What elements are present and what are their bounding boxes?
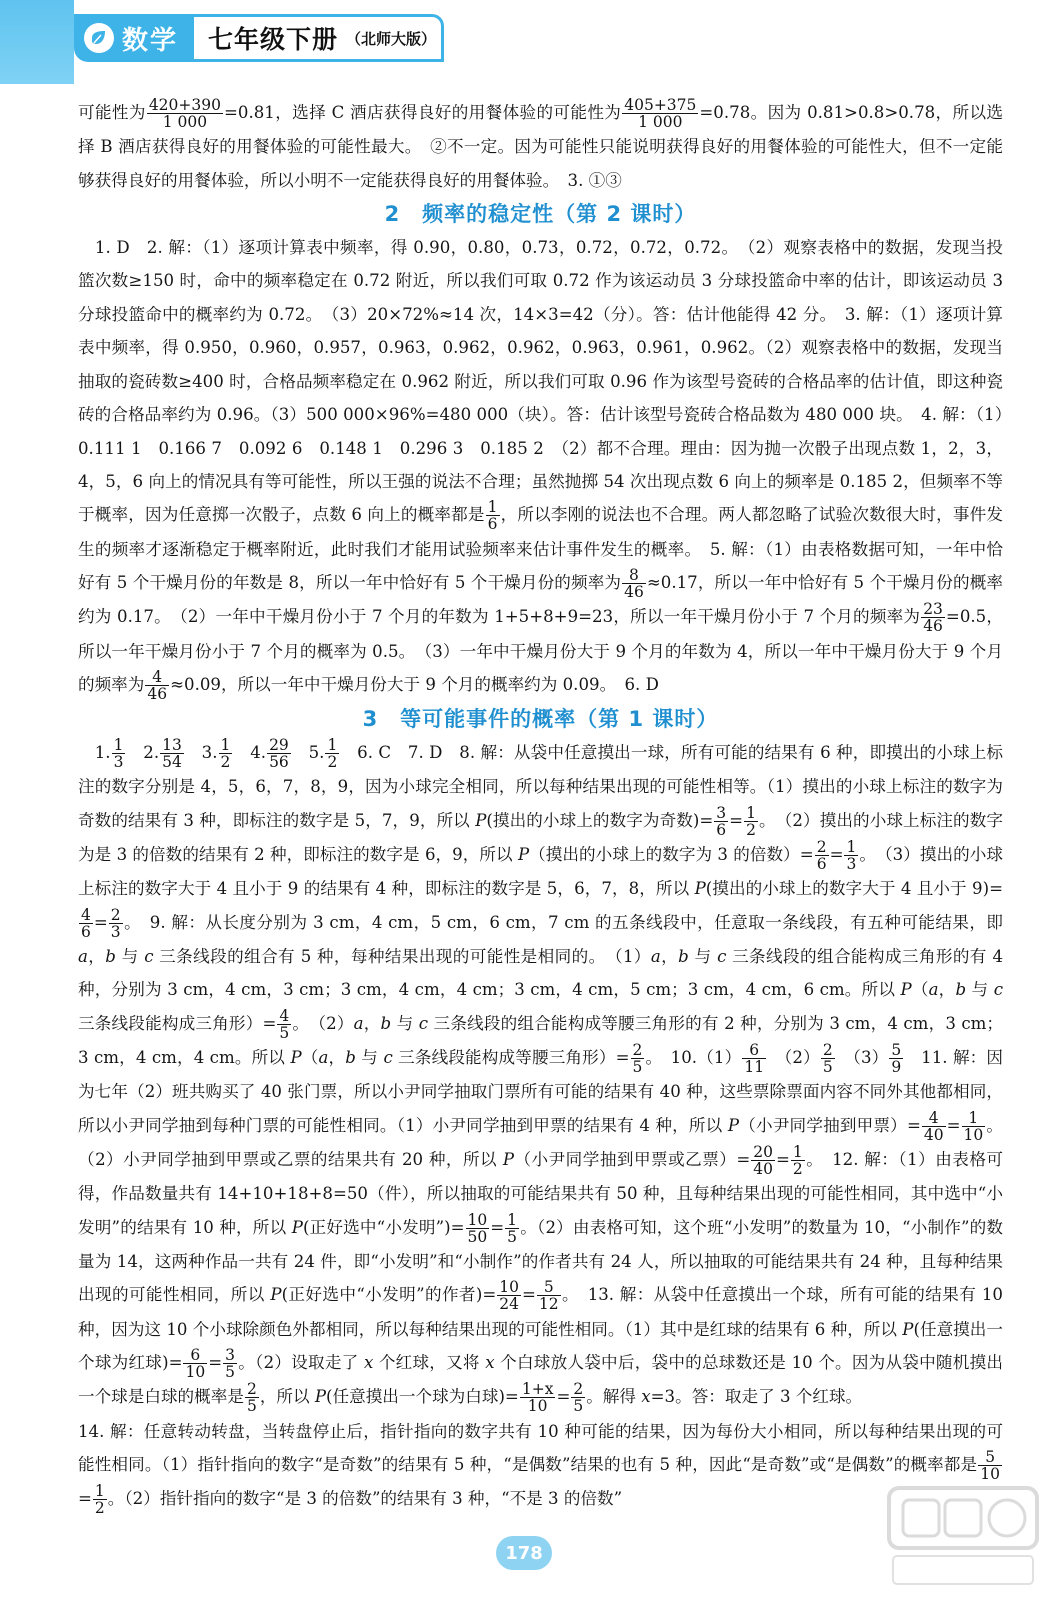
leaf-icon: [84, 23, 114, 53]
fraction: $\frac{10}{24}$: [499, 1278, 520, 1314]
fraction: $\frac{1+x}{10}$: [521, 1380, 554, 1416]
fraction: $\frac{29}{56}$: [269, 735, 289, 772]
fraction: $\frac{3}{5}$: [225, 1345, 235, 1382]
fraction: $\frac{2}{5}$: [822, 1040, 833, 1077]
fraction: $\frac{2}{3}$: [110, 905, 121, 941]
fraction: $\frac{5}{12}$: [538, 1278, 559, 1314]
subject-tab: [74, 14, 194, 62]
fraction: $\frac{4}{5}$: [279, 1006, 290, 1042]
paragraph-intro: 可能性为 $\frac{420+390}{1 000}$ =0.81，选择 C 酒店获得良好的用餐体验的可能性为 $\frac{405+375}{1 000}$ =0.78。因为 0.81>0.8>0.78，所以选择 B 酒店获得良好的用餐体验的可能性最大。 ②不一定。因为可能性只能说明获得良好的用餐体验的可能性大，但不一定能够获得良好的用餐体验，所以小明不一定能获得良好的用餐体验。 3. ①③: [78, 95, 1003, 190]
paragraph-frequency: 1. D 2. 解：（1）逐项计算表中频率，得 0.90，0.80，0.73，0.72，0.72，0.72。 （2）观察表格中的数据，发现当投篮次数≥150 时，命中的频率稳定在 0.72 附近，所以我们可取 0.72 作为该运动员 3 分球投篮命中率的估计，即该运动员 3 分球投篮命中的概率约为 0.72。 （3）20×72%≈14 次，14×3=42（分）。答：估计他能得 42 分。 3. 解：（1）逐项计算表中频率，得 0.950，0.960，0.957，0.963，0.962，0.962，0.963，0.961，0.962。（2）观察表格中的数据，发现当抽取的瓷砖数≥400 时，合格品频率稳定在 0.962 附近，所以我们可取 0.96 作为该型号瓷砖的合格品率的估计值，即这种瓷砖的合格品率约为 0.96。（3）500 000×96%=480 000（块）。答：估计该型号瓷砖合格品数为 480 000 块。 4. 解：（1）0.111 1 0.166 7 0.092 6 0.148 1 0.296 3 0.185 2 （2）都不合理。理由：因为抛一次骰子出现点数 1，2，3，4，5，6 向上的情况具有等可能性，所以王强的说法不合理；虽然抛掷 54 次出现点数 6 向上的频率是 0.185 2，但频率不等于概率，因为任意掷一次骰子，点数 6 向上的概率都是 $\frac{1}{6}$ ，所以李刚的说法也不合理。两人都忽略了试验次数很大时，事件发生的频率才逐渐稳定于概率附近，此时我们才能用试验频率来估计事件发生的概率。 5. 解：（1）由表格数据可知，一年中恰好有 5 个干燥月份的年数是 8，所以一年中恰好有 5 个干燥月份的频率为 $\frac{8}{46}$ ≈0.17，所以一年中恰好有 5 个干燥月份的概率约为 0.17。 （2）一年中干燥月份小于 7 个月的年数为 1+5+8+9=23，所以一年干燥月份小于 7 个月的频率为 $\frac{23}{46}$ =0.5，所以一年干燥月份小于 7 个月的概率为 0.5。 （3）一年中干燥月份大于 9 个月的年数为 4，所以一年中干燥月份大于 9 个月的频率为 $\frac{4}{46}$ ≈0.09，所以一年中干燥月份大于 9 个月的概率约为 0.09。 6. D: [78, 238, 1004, 703]
fraction: $\frac{4}{46}$: [147, 667, 168, 703]
section-title-frequency: 2 频率的稳定性（第 2 课时）: [384, 202, 697, 227]
book-header: [74, 14, 444, 62]
header-side-bar: [0, 0, 74, 84]
edition-label: （北师大版）: [346, 29, 437, 48]
fraction: $\frac{1}{2}$: [220, 735, 231, 772]
subject-label: 数学: [122, 25, 179, 56]
watermark-logo: [883, 1480, 1043, 1590]
fraction: $\frac{1}{2}$: [792, 1142, 803, 1179]
fraction: $\frac{5}{10}$: [980, 1447, 1000, 1484]
fraction: $\frac{2}{5}$: [246, 1380, 257, 1416]
fraction: $\frac{2}{5}$: [573, 1380, 584, 1416]
page-number: 178: [496, 1536, 552, 1570]
fraction: $\frac{4}{6}$: [81, 905, 91, 941]
answer-content: [78, 96, 1003, 1517]
fraction: $\frac{1}{2}$: [746, 803, 756, 839]
grade-label: 七年级下册: [208, 25, 339, 54]
fraction: $\frac{13}{54}$: [162, 735, 182, 772]
fraction: $\frac{4}{40}$: [923, 1108, 944, 1144]
fraction: $\frac{20}{40}$: [753, 1142, 773, 1179]
paragraph-probability: 1. $\frac{1}{3}$ 2. $\frac{13}{54}$ 3. $\frac{1}{2}$ 4. $\frac{29}{56}$ 5. $\frac{1}{2}$ 6. C 7. D 8. 解：从袋中任意摸出一球，所有可能的结果有 6 种，即摸出的小球上标注的数字分别是 4，5，6，7，8，9，因为小球完全相同，所以每种结果出现的可能性相等。（1）摸出的小球上标注的数字为奇数的结果有 3 种，即标注的数字是 5，7，9，所以 P(摸出的小球上的数字为奇数)= $\frac{3}{6}$ = $\frac{1}{2}$ 。 （2）摸出的小球上标注的数字为是 3 的倍数的结果有 2 种，即标注的数字是 6，9，所以 P（摸出的小球上的数字为 3 的倍数）= $\frac{2}{6}$ = $\frac{1}{3}$ 。 （3）摸出的小球上标注的数字大于 4 且小于 9 的结果有 4 种，即标注的数字是 5，6，7，8，所以 P(摸出的小球上的数字大于 4 且小于 9)= $\frac{4}{6}$ = $\frac{2}{3}$ 。 9. 解：从长度分别为 3 cm，4 cm，5 cm，6 cm，7 cm 的五条线段中，任意取一条线段，有五种可能结果，即 a，b 与 c 三条线段的组合有 5 种，每种结果出现的可能性是相同的。 （1）a，b 与 c 三条线段的组合能构成三角形的有 4 种，分别为 3 cm，4 cm，3 cm；3 cm，4 cm，4 cm；3 cm，4 cm，5 cm；3 cm，4 cm，6 cm。所以 P（a，b 与 c 三条线段能构成三角形）= $\frac{4}{5}$ 。 （2）a，b 与 c 三条线段的组合能构成等腰三角形的有 2 种，分别为 3 cm，4 cm，3 cm；3 cm，4 cm，4 cm。所以 P（a，b 与 c 三条线段能构成等腰三角形）= $\frac{2}{5}$ 。 10.（1） $\frac{6}{11}$ （2） $\frac{2}{5}$ （3） $\frac{5}{9}$ 11. 解：因为七年（2）班共购买了 40 张门票，所以小尹同学抽取门票所有可能的结果有 40 种，这些票除票面内容不同外其他都相同，所以小尹同学抽到每种门票的可能性相同。（1）小尹同学抽到甲票的结果有 4 种，所以 P（小尹同学抽到甲票）= $\frac{4}{40}$ = $\frac{1}{10}$ 。（2）小尹同学抽到甲票或乙票的结果共有 20 种，所以 P（小尹同学抽到甲票或乙票）= $\frac{20}{40}$ = $\frac{1}{2}$ 。 12. 解：（1）由表格可得，作品数量共有 14+10+18+8=50（件），所以抽取的可能结果共有 50 种，且每种结果出现的可能性相同，其中选中“小发明”的结果有 10 种，所以 P(正好选中“小发明”)= $\frac{10}{50}$ = $\frac{1}{5}$ 。（2）由表格可知，这个班“小发明”的数量为 10，“小制作”的数量为 14，这两种作品一共有 24 件，即“小发明”和“小制作”的作者共有 24 人，所以抽取的可能结果共有 24 种，且每种结果出现的可能性相同，所以 P(正好选中“小发明”的作者)= $\frac{10}{24}$ = $\frac{5}{12}$ 。 13. 解：从袋中任意摸出一个球，所有可能的结果有 10 种，因为这 10 个小球除颜色外都相同，所以每种结果出现的可能性相同。（1）其中是红球的结果有 6 种，所以 P(任意摸出一个球为红球)= $\frac{6}{10}$ = $\frac{3}{5}$ 。（2）设取走了 x 个红球，又将 x 个白球放人袋中后，袋中的总球数还是 10 个。因为从袋中随机摸出一个球是白球的概率是 $\frac{2}{5}$ ，所以 P(任意摸出一个球为白球)= $\frac{1+x}{10}$ = $\frac{2}{5}$ 。解得 x=3。答：取走了 3 个红球。: [78, 735, 1004, 1416]
grade-box: [194, 14, 444, 62]
fraction: $\frac{5}{9}$: [891, 1040, 902, 1077]
fraction: $\frac{1}{6}$: [487, 498, 498, 534]
section-title-probability: 3 等可能事件的概率（第 1 课时）: [362, 707, 719, 732]
fraction: $\frac{1}{3}$: [846, 837, 857, 874]
fraction: $\frac{10}{50}$: [467, 1210, 488, 1246]
fraction: $\frac{1}{10}$: [963, 1108, 984, 1144]
fraction: $\frac{2}{5}$: [632, 1040, 643, 1077]
fraction: $\frac{6}{11}$: [744, 1040, 765, 1077]
fraction: $\frac{2}{6}$: [816, 837, 827, 874]
fraction: $\frac{405+375}{1 000}$: [624, 95, 697, 131]
fraction: $\frac{1}{2}$: [94, 1482, 105, 1518]
fraction: $\frac{3}{6}$: [716, 803, 727, 839]
fraction: $\frac{8}{46}$: [624, 565, 644, 601]
fraction: $\frac{1}{5}$: [507, 1210, 518, 1246]
fraction: $\frac{23}{46}$: [923, 600, 943, 636]
fraction: $\frac{1}{2}$: [327, 735, 338, 772]
paragraph-q14: 14. 解：任意转动转盘，当转盘停止后，指针指向的数字共有 10 种可能的结果，因为每份大小相同，所以每种结果出现的可能性相同。（1）指针指向的数字“是奇数”的结果有 5 种，“是偶数”结果的也有 5 种，因此“是奇数”或“是偶数”的概率都是 $\frac{5}{10}$ = $\frac{1}{2}$ 。（2）指针指向的数字“是 3 的倍数”的结果有 3 种，“不是 3 的倍数”: [78, 1421, 1003, 1518]
fraction: $\frac{1}{3}$: [113, 735, 124, 772]
fraction: $\frac{6}{10}$: [185, 1345, 206, 1382]
fraction: $\frac{420+390}{1 000}$: [148, 95, 221, 131]
